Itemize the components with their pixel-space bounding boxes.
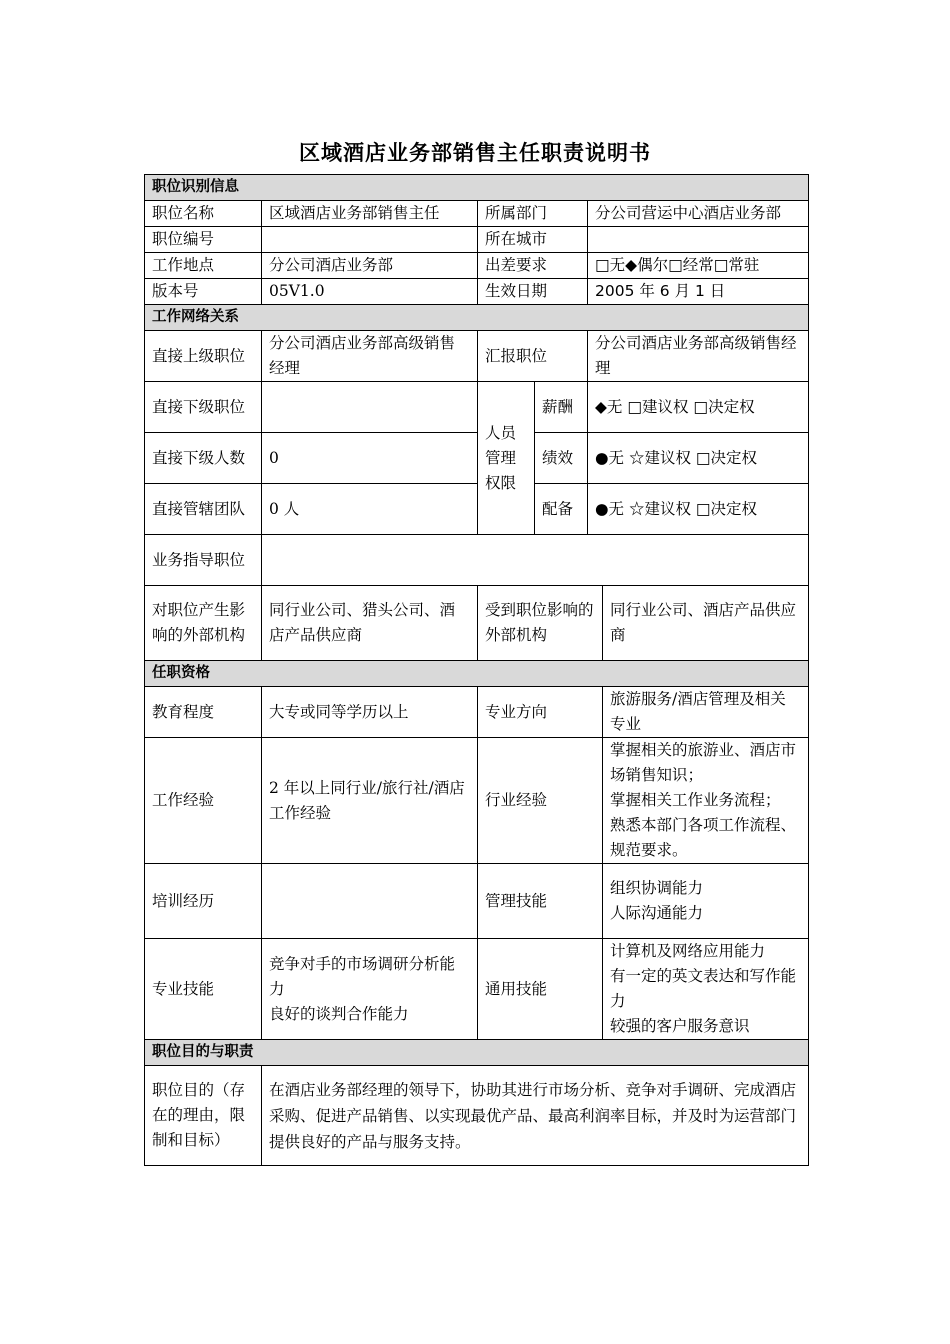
effective-date-label: 生效日期 xyxy=(478,279,588,305)
professional-skills-label: 专业技能 xyxy=(145,939,262,1040)
subordinate-count-value: 0 xyxy=(262,433,478,484)
direct-superior-label: 直接上级职位 xyxy=(145,331,262,382)
list-item: 竞争对手的市场调研分析能力 xyxy=(269,954,456,998)
section-qualification: 任职资格 xyxy=(145,661,809,687)
city-label: 所在城市 xyxy=(478,227,588,253)
section-purpose: 职位目的与职责 xyxy=(145,1040,809,1066)
direct-superior-value: 分公司酒店业务部高级销售经理 xyxy=(262,331,478,382)
list-item: 较强的客户服务意识 xyxy=(610,1017,750,1035)
external-influencers-value: 同行业公司、猎头公司、酒店产品供应商 xyxy=(262,586,478,661)
external-affected-label: 受到职位影响的外部机构 xyxy=(478,586,603,661)
education-label: 教育程度 xyxy=(145,687,262,738)
professional-skills-value xyxy=(262,939,478,1040)
direct-subordinate-value xyxy=(262,382,478,433)
subordinate-count-label: 直接下级人数 xyxy=(145,433,262,484)
position-name-value: 区域酒店业务部销售主任 xyxy=(262,201,478,227)
external-influencers-label: 对职位产生影响的外部机构 xyxy=(145,586,262,661)
position-purpose-value: 在酒店业务部经理的领导下，协助其进行市场分析、竞争对手调研、完成酒店采购、促进产品销售、以实现最优产品、最高利润率目标，并及时为运营部门提供良好的产品与服务支持。 xyxy=(262,1066,809,1166)
version-value: 05V1.0 xyxy=(262,279,478,305)
section-identification: 职位识别信息 xyxy=(145,175,809,201)
report-position-value: 分公司酒店业务部高级销售经理 xyxy=(588,331,809,382)
general-skills-value xyxy=(603,939,809,1040)
list-item: 计算机及网络应用能力 xyxy=(610,942,766,960)
staffing-authority: ●无 ☆建议权 □决定权 xyxy=(588,484,809,535)
list-item: 熟悉本部门各项工作流程、规范要求。 xyxy=(610,816,797,859)
job-description-table xyxy=(144,174,809,1166)
list-item: 人际沟通能力 xyxy=(610,904,704,922)
external-affected-value: 同行业公司、酒店产品供应商 xyxy=(603,586,809,661)
list-item: 有一定的英文表达和写作能力 xyxy=(610,967,797,1010)
major-value: 旅游服务/酒店管理及相关专业 xyxy=(603,687,809,738)
travel-label: 出差要求 xyxy=(478,253,588,279)
page-title: 区域酒店业务部销售主任职责说明书 xyxy=(299,141,651,165)
department-value: 分公司营运中心酒店业务部 xyxy=(588,201,809,227)
work-experience-label: 工作经验 xyxy=(145,738,262,864)
training-label: 培训经历 xyxy=(145,864,262,939)
section-network: 工作网络关系 xyxy=(145,305,809,331)
business-guidance-label: 业务指导职位 xyxy=(145,535,262,586)
department-label: 所属部门 xyxy=(478,201,588,227)
effective-date-value: 2005 年 6 月 1 日 xyxy=(588,279,809,305)
direct-team-label: 直接管辖团队 xyxy=(145,484,262,535)
training-value xyxy=(262,864,478,939)
position-purpose-label: 职位目的（存在的理由，限制和目标） xyxy=(145,1066,262,1166)
work-location-label: 工作地点 xyxy=(145,253,262,279)
performance-authority: ●无 ☆建议权 □决定权 xyxy=(588,433,809,484)
management-skills-value xyxy=(603,864,809,939)
salary-authority: ◆无 □建议权 □决定权 xyxy=(588,382,809,433)
version-label: 版本号 xyxy=(145,279,262,305)
direct-subordinate-label: 直接下级职位 xyxy=(145,382,262,433)
city-value xyxy=(588,227,809,253)
list-item: 掌握相关的旅游业、酒店市场销售知识； xyxy=(610,741,797,784)
management-skills-label: 管理技能 xyxy=(478,864,603,939)
list-item: 组织协调能力 xyxy=(610,879,704,897)
list-item: 掌握相关工作业务流程； xyxy=(610,791,781,809)
industry-experience-label: 行业经验 xyxy=(478,738,603,864)
job-description-form xyxy=(144,174,808,1168)
position-code-value xyxy=(262,227,478,253)
work-location-value: 分公司酒店业务部 xyxy=(262,253,478,279)
staffing-label: 配备 xyxy=(535,484,588,535)
performance-label: 绩效 xyxy=(535,433,588,484)
work-experience-value: 2 年以上同行业/旅行社/酒店工作经验 xyxy=(262,738,478,864)
position-name-label: 职位名称 xyxy=(145,201,262,227)
general-skills-label: 通用技能 xyxy=(478,939,603,1040)
report-position-label: 汇报职位 xyxy=(478,331,588,382)
education-value: 大专或同等学历以上 xyxy=(262,687,478,738)
industry-experience-value xyxy=(603,738,809,864)
major-label: 专业方向 xyxy=(478,687,603,738)
salary-label: 薪酬 xyxy=(535,382,588,433)
position-code-label: 职位编号 xyxy=(145,227,262,253)
direct-team-value: 0 人 xyxy=(262,484,478,535)
list-item: 良好的谈判合作能力 xyxy=(269,1004,409,1023)
business-guidance-value xyxy=(262,535,809,586)
travel-options: □无◆偶尔□经常□常驻 xyxy=(588,253,809,279)
staff-management-label: 人员管理权限 xyxy=(478,382,535,535)
